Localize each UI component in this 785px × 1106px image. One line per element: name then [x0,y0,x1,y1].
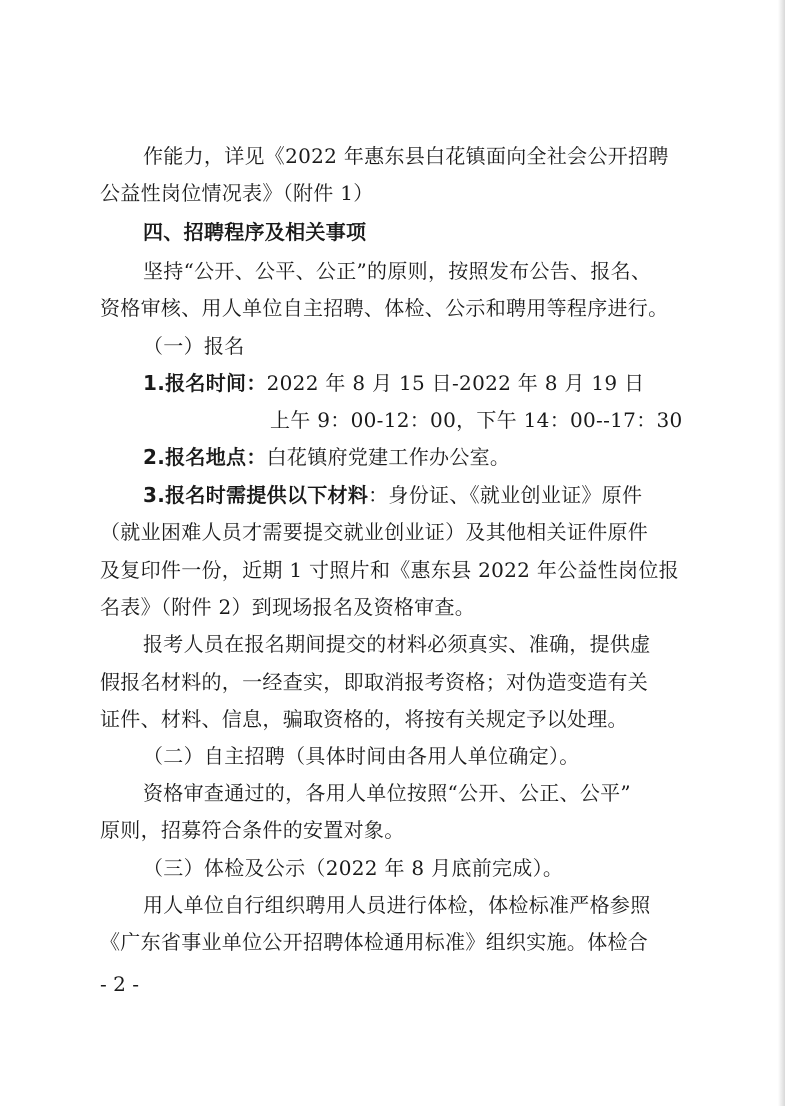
subsection-heading: （一）报名 [143,334,245,358]
paragraph-line: 证件、材料、信息，骗取资格的，将按有关规定予以处理。 [100,707,628,731]
paragraph-line: 名表》（附件 2）到现场报名及资格审查。 [100,595,476,619]
registration-place-label: 2.报名地点： [143,445,267,469]
section-heading: 四、招聘程序及相关事项 [143,220,367,244]
registration-place-row [143,443,510,471]
paragraph-line: 及复印件一份，近期 1 寸照片和《惠东县 2022 年公益性岗位报 [100,558,679,582]
paragraph-line: 报考人员在报名期间提交的材料必须真实、准确，提供虚 [143,632,651,656]
registration-materials-value: ：身份证、《就业创业证》原件 [368,483,643,507]
paragraph-line: 作能力，详见《2022 年惠东县白花镇面向全社会公开招聘 [143,144,669,168]
page-edge-shadow [778,0,785,1106]
paragraph-line: 假报名材料的，一经查实，即取消报考资格；对伪造变造有关 [100,670,649,694]
registration-place-value: 白花镇府党建工作办公室。 [266,445,511,469]
registration-materials-row [143,481,642,509]
paragraph-line: 原则，招募符合条件的安置对象。 [100,818,405,842]
registration-materials-label: 3.报名时需提供以下材料 [143,483,369,507]
registration-time-row [143,369,644,397]
subsection-heading: （三）体检及公示（2022 年 8 月底前完成）。 [143,856,564,880]
paragraph-line: （就业困难人员才需要提交就业创业证）及其他相关证件原件 [100,520,649,544]
paragraph-line: 资格审核、用人单位自主招聘、体检、公示和聘用等程序进行。 [100,296,669,320]
registration-time-label: 1.报名时间： [143,371,267,395]
page-number: - 2 - [100,972,139,996]
registration-hours: 上午 9：00-12：00，下午 14：00--17：30 [270,408,683,432]
subsection-heading: （二）自主招聘（具体时间由各用人单位确定）。 [143,744,580,768]
paragraph-line: 《广东省事业单位公开招聘体检通用标准》组织实施。体检合 [100,930,649,954]
paragraph-line: 公益性岗位情况表》（附件 1） [100,181,374,205]
paragraph-line: 用人单位自行组织聘用人员进行体检，体检标准严格参照 [143,893,651,917]
paragraph-line: 资格审查通过的，各用人单位按照“公开、公正、公平” [143,781,631,805]
paragraph-line: 坚持“公开、公平、公正”的原则，按照发布公告、报名、 [143,259,652,283]
registration-date-range: 2022 年 8 月 15 日-2022 年 8 月 19 日 [266,371,645,395]
